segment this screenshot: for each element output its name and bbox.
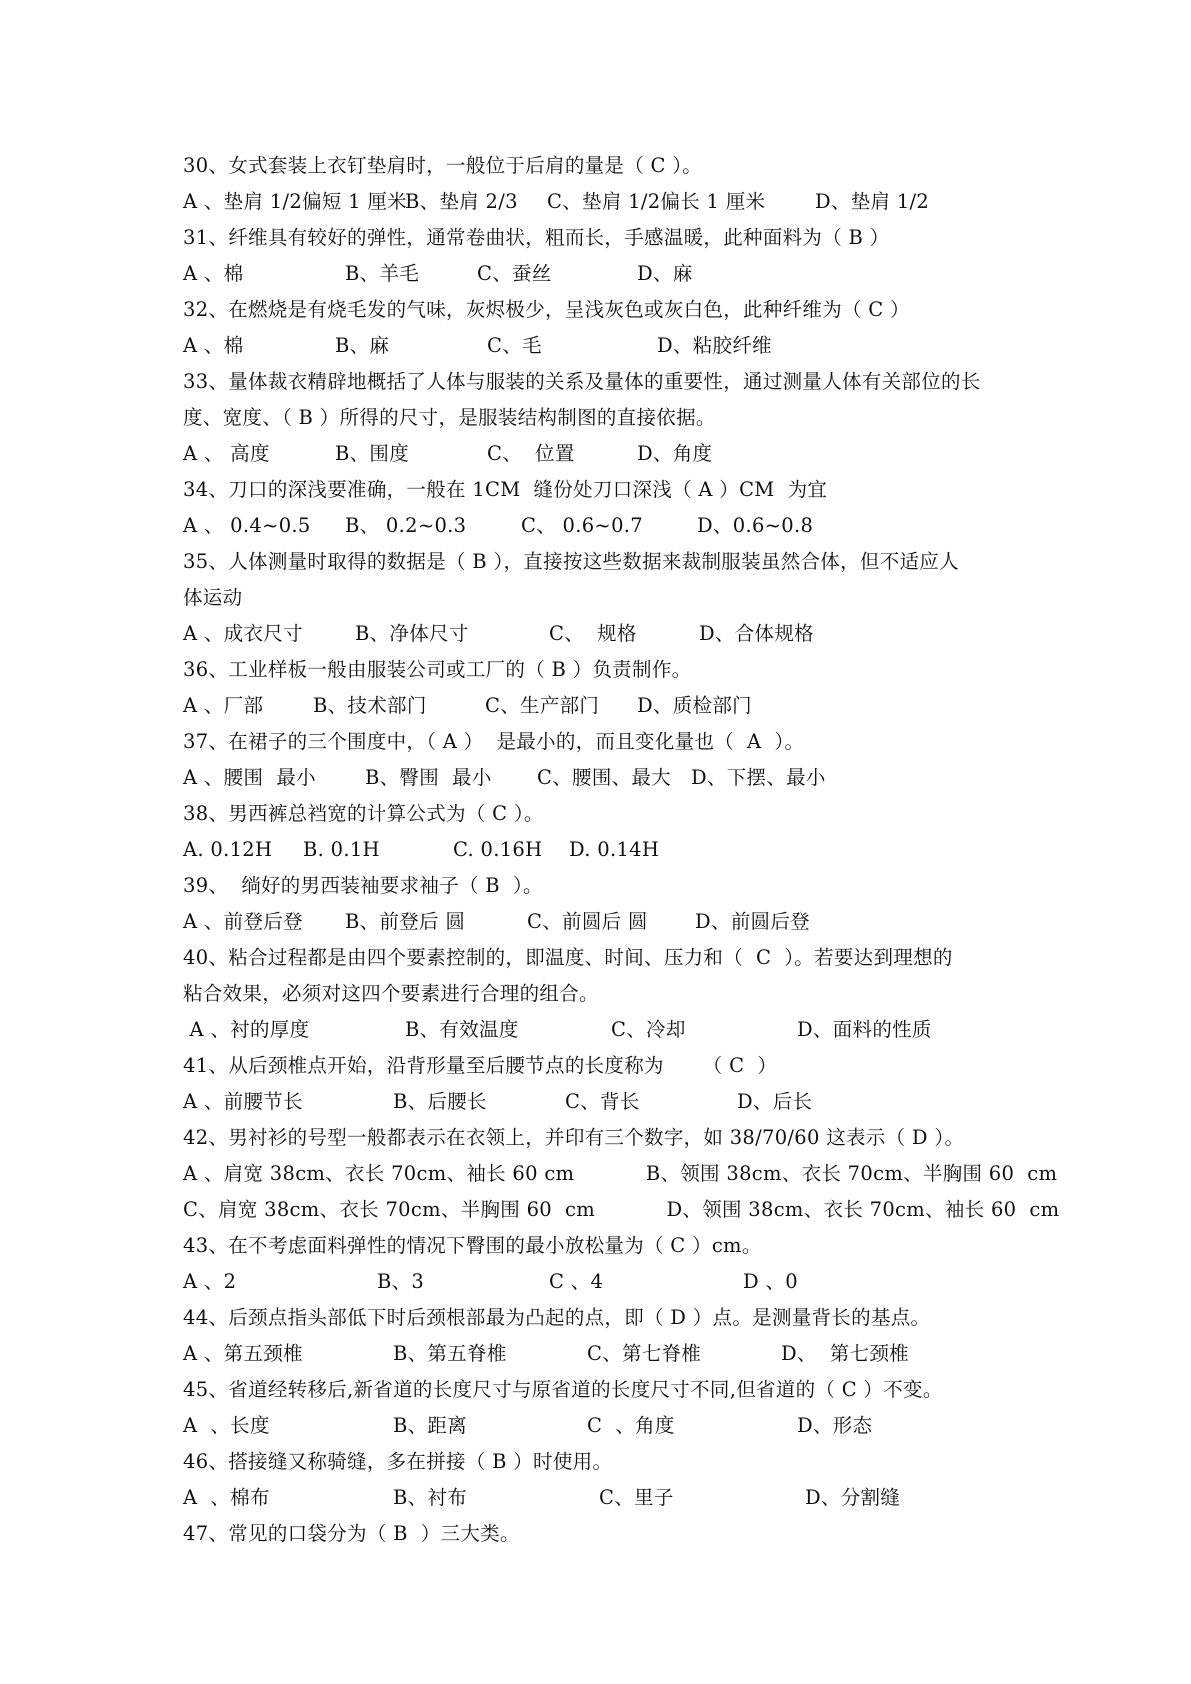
question-text-line: 33、量体裁衣精辟地概括了人体与服装的关系及量体的重要性，通过测量人体有关部位的长 (183, 370, 981, 393)
question-list (183, 148, 1063, 1552)
answer-option: C、 0.6~0.7 (521, 514, 643, 537)
question-text-line: 34、刀口的深浅要准确，一般在 1CM 缝份处刀口深浅（ A ）CM 为宜 (183, 478, 828, 501)
answer-option: D、角度 (637, 442, 713, 465)
answer-option: B、距离 (393, 1414, 468, 1437)
question-text-line: 39、 绱好的男西装袖要求袖子（ B ）。 (183, 874, 543, 897)
answer-option: C、毛 (487, 334, 542, 357)
answer-option: B、后腰长 (393, 1090, 487, 1113)
answer-options-row (183, 508, 1063, 544)
answer-option: D、下摆、最小 (691, 766, 826, 789)
answer-option: A 、成衣尺寸 (183, 622, 303, 645)
answer-options-row (183, 616, 1063, 652)
answer-option: A 、前登后登 (183, 910, 303, 933)
answer-option: B、垫肩 2/3 (405, 190, 518, 213)
question-text-line: 47、常见的口袋分为（ B ）三大类。 (183, 1522, 520, 1545)
answer-option: B、技术部门 (313, 694, 427, 717)
question-text-line: 43、在不考虑面料弹性的情况下臀围的最小放松量为（ C ）cm。 (183, 1234, 762, 1257)
answer-option: C、蚕丝 (477, 262, 552, 285)
answer-option: D、0.6~0.8 (697, 514, 814, 537)
answer-option: A 、2 (183, 1270, 237, 1293)
answer-options-row (183, 832, 1063, 868)
answer-option: B、有效温度 (405, 1018, 519, 1041)
answer-option: D、分割缝 (805, 1486, 901, 1509)
answer-option: D、质检部门 (637, 694, 752, 717)
answer-option: A 、棉 (183, 262, 244, 285)
answer-options-row (183, 904, 1063, 940)
answer-option: A 、腰围 最小 (183, 766, 316, 789)
question-text-line: 36、工业样板一般由服装公司或工厂的（ B ）负责制作。 (183, 658, 692, 681)
answer-option: D、垫肩 1/2 (815, 190, 930, 213)
answer-option: A 、 高度 (183, 442, 270, 465)
answer-options-row (183, 760, 1063, 796)
answer-option: D、后长 (737, 1090, 813, 1113)
answer-option: C、第七脊椎 (587, 1342, 702, 1365)
answer-option: D、形态 (797, 1414, 873, 1437)
answer-option: B、臀围 最小 (365, 766, 492, 789)
answer-option: A 、垫肩 1/2偏短 1 厘米 (183, 190, 407, 213)
answer-option: D 、0 (743, 1270, 798, 1293)
question-text-line: C、肩宽 38cm、衣长 70cm、半胸围 60 cm D、领围 38cm、衣长 70cm、袖长 60 cm (183, 1198, 1060, 1221)
question-text-line: 粘合效果，必须对这四个要素进行合理的组合。 (183, 982, 599, 1005)
answer-options-row (183, 1336, 1063, 1372)
question-text-line: 30、女式套装上衣钉垫肩时，一般位于后肩的量是（ C ）。 (183, 154, 703, 177)
answer-option: D、面料的性质 (797, 1018, 932, 1041)
answer-option: A. 0.12H (183, 838, 273, 861)
answer-option: D、麻 (637, 262, 693, 285)
answer-options-row (183, 688, 1063, 724)
question-text-line: 44、后颈点指头部低下时后颈根部最为凸起的点，即（ D ）点。是测量背长的基点。 (183, 1306, 931, 1329)
answer-options-row (183, 1012, 1063, 1048)
answer-option: B、前登后 圆 (345, 910, 466, 933)
answer-option: D、 第七颈椎 (781, 1342, 909, 1365)
answer-option: C、冷却 (611, 1018, 686, 1041)
answer-option: A 、衬的厚度 (183, 1018, 310, 1041)
answer-options-row (183, 1084, 1063, 1120)
question-text-line: 32、在燃烧是有烧毛发的气味，灰烬极少，呈浅灰色或灰白色，此种纤维为（ C ） (183, 298, 910, 321)
answer-option: C、前圆后 圆 (527, 910, 648, 933)
answer-option: B、羊毛 (345, 262, 420, 285)
question-text-line: 46、搭接缝又称骑缝，多在拼接（ B ）时使用。 (183, 1450, 613, 1473)
answer-option: C、生产部门 (485, 694, 600, 717)
answer-option: A 、棉布 (183, 1486, 270, 1509)
answer-option: A 、长度 (183, 1414, 270, 1437)
answer-option: B、第五脊椎 (393, 1342, 507, 1365)
answer-option: C、 规格 (549, 622, 637, 645)
answer-option: C、 位置 (487, 442, 575, 465)
answer-options-row (183, 1264, 1063, 1300)
answer-option: B、 0.2~0.3 (345, 514, 467, 537)
answer-option: A 、 0.4~0.5 (183, 514, 311, 537)
answer-option: A 、棉 (183, 334, 244, 357)
question-text-line: A 、肩宽 38cm、衣长 70cm、袖长 60 cm B、领围 38cm、衣长 70cm、半胸围 60 cm (183, 1162, 1058, 1185)
answer-options-row (183, 328, 1063, 364)
answer-option: C. 0.16H (453, 838, 543, 861)
answer-option: B、围度 (335, 442, 410, 465)
question-text-line: 31、纤维具有较好的弹性，通常卷曲状，粗而长，手感温暖，此种面料为（ B ） (183, 226, 890, 249)
question-text-line: 45、省道经转移后,新省道的长度尺寸与原省道的长度尺寸不同,但省道的（ C ）不变。 (183, 1378, 943, 1401)
answer-option: D、前圆后登 (695, 910, 810, 933)
answer-option: C、背长 (565, 1090, 640, 1113)
answer-options-row (183, 1480, 1063, 1516)
answer-option: B、麻 (335, 334, 390, 357)
question-text-line: 35、人体测量时取得的数据是（ B ），直接按这些数据来裁制服装虽然合体，但不适应人 (183, 550, 959, 573)
answer-option: A 、前腰节长 (183, 1090, 303, 1113)
answer-option: C 、角度 (587, 1414, 675, 1437)
question-text-line: 38、男西裤总裆宽的计算公式为（ C ）。 (183, 802, 544, 825)
question-text-line: 41、从后颈椎点开始，沿背形量至后腰节点的长度称为 （ C ） (183, 1054, 778, 1077)
question-text-line: 40、粘合过程都是由四个要素控制的，即温度、时间、压力和（ C ）。若要达到理想的 (183, 946, 953, 969)
answer-option: D、合体规格 (699, 622, 814, 645)
answer-option: C 、4 (549, 1270, 604, 1293)
answer-option: B、3 (377, 1270, 425, 1293)
answer-options-row (183, 184, 1063, 220)
answer-option: B、衬布 (393, 1486, 468, 1509)
answer-option: A 、厂部 (183, 694, 264, 717)
answer-options-row (183, 1408, 1063, 1444)
answer-options-row (183, 256, 1063, 292)
answer-option: C、里子 (599, 1486, 674, 1509)
question-text-line: 37、在裙子的三个围度中，（ A ） 是最小的，而且变化量也（ A ）。 (183, 730, 805, 753)
answer-option: A 、第五颈椎 (183, 1342, 303, 1365)
question-text-line: 42、男衬衫的号型一般都表示在衣领上，并印有三个数字，如 38/70/60 这表示（ D ）。 (183, 1126, 965, 1149)
answer-option: D、粘胶纤维 (657, 334, 772, 357)
answer-options-row (183, 436, 1063, 472)
answer-option: B、净体尺寸 (355, 622, 469, 645)
answer-option: C、腰围、最大 (537, 766, 672, 789)
answer-option: D. 0.14H (569, 838, 660, 861)
question-text-line: 体运动 (183, 586, 243, 609)
question-text-line: 度、宽度、（ B ）所得的尺寸，是服装结构制图的直接依据。 (183, 406, 716, 429)
answer-option: C、垫肩 1/2偏长 1 厘米 (547, 190, 766, 213)
answer-option: B. 0.1H (303, 838, 380, 861)
